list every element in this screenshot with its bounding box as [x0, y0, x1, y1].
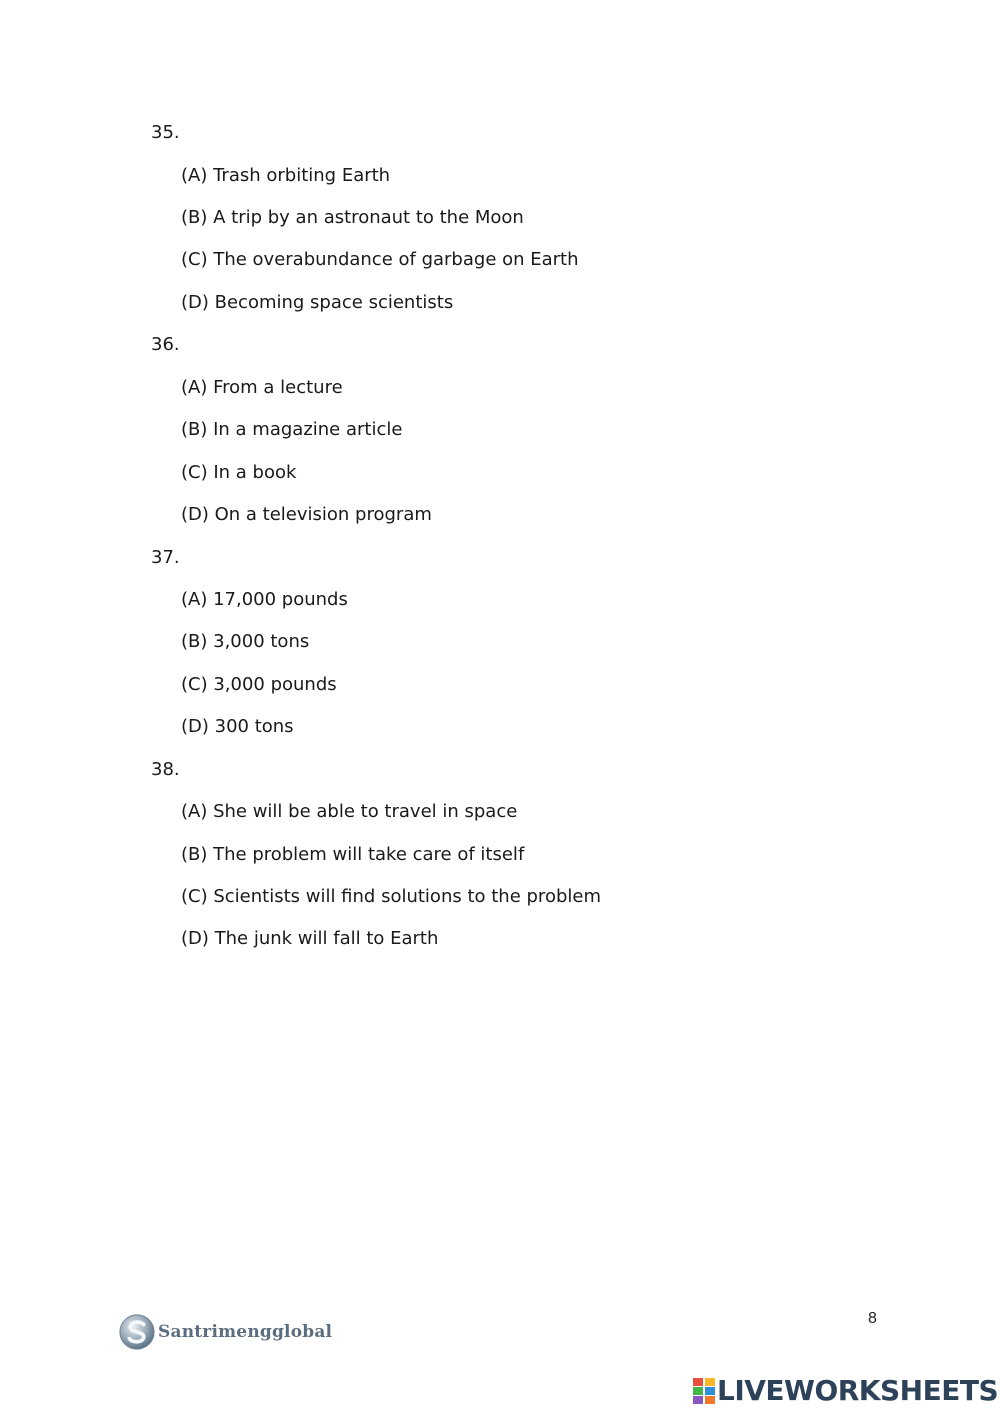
question-35-option-d: (D) Becoming space scientists — [181, 292, 454, 313]
question-37-option-a: (A) 17,000 pounds — [181, 589, 348, 610]
question-number-38: 38. — [151, 759, 180, 780]
brand-name: Santrimengglobal — [158, 1322, 333, 1342]
question-36-option-b: (B) In a magazine article — [181, 419, 403, 440]
question-number-37: 37. — [151, 547, 180, 568]
question-37-option-b: (B) 3,000 tons — [181, 631, 310, 652]
question-number-36: 36. — [151, 334, 180, 355]
watermark-text: LIVEWORKSHEETS — [717, 1374, 999, 1407]
question-number-35: 35. — [151, 122, 180, 143]
question-37-option-c: (C) 3,000 pounds — [181, 674, 337, 695]
question-35-option-a: (A) Trash orbiting Earth — [181, 165, 391, 186]
santrimengglobal-logo-icon — [118, 1313, 156, 1351]
brand-logo — [118, 1312, 332, 1352]
question-35-option-b: (B) A trip by an astronaut to the Moon — [181, 207, 524, 228]
question-38-option-c: (C) Scientists will find solutions to the problem — [181, 886, 601, 907]
question-38-option-d: (D) The junk will fall to Earth — [181, 928, 439, 949]
liveworksheets-watermark — [693, 1374, 998, 1408]
question-36-option-a: (A) From a lecture — [181, 377, 343, 398]
page-number: 8 — [868, 1310, 877, 1327]
question-35-option-c: (C) The overabundance of garbage on Earth — [181, 249, 579, 270]
question-37-option-d: (D) 300 tons — [181, 716, 294, 737]
question-38-option-a: (A) She will be able to travel in space — [181, 801, 518, 822]
question-36-option-c: (C) In a book — [181, 462, 297, 483]
liveworksheets-logo-icon — [693, 1378, 715, 1404]
question-36-option-d: (D) On a television program — [181, 504, 432, 525]
question-38-option-b: (B) The problem will take care of itself — [181, 844, 525, 865]
